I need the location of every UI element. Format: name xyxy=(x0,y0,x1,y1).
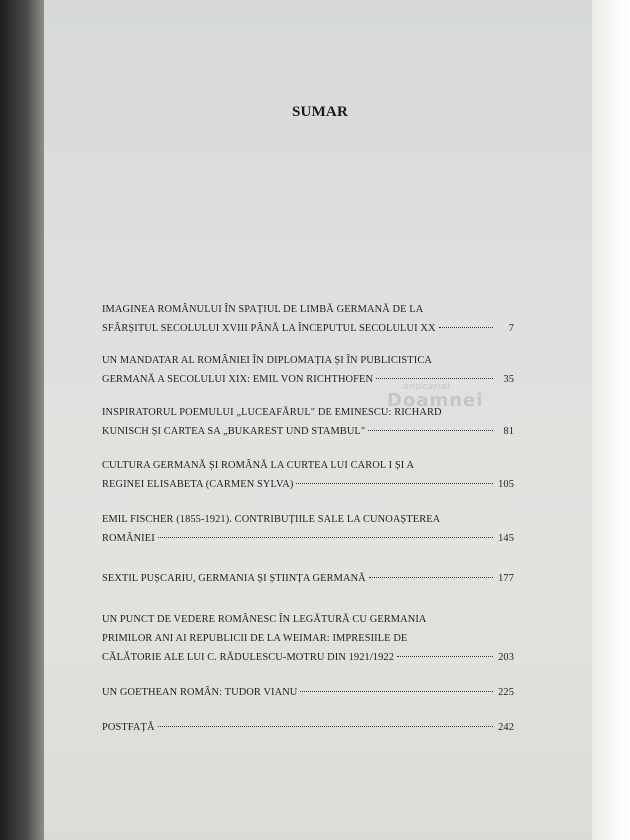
toc-entry xyxy=(102,683,514,702)
toc-entry-line: CĂLĂTORIE ALE LUI C. RĂDULESCU-MOTRU DIN 1921/1922 xyxy=(102,652,394,663)
toc-entry-line: SEXTIL PUȘCARIU, GERMANIA ȘI ȘTIINȚA GERMANĂ xyxy=(102,573,366,584)
dot-leader xyxy=(300,691,493,692)
toc-entry-line: UN GOETHEAN ROMÂN: TUDOR VIANU xyxy=(102,687,298,698)
toc-page-number: 203 xyxy=(498,652,514,663)
toc-page-number: 105 xyxy=(498,479,514,490)
watermark-tagline: anticariat xyxy=(403,382,451,392)
page-title: SUMAR xyxy=(292,104,348,120)
dot-leader xyxy=(368,430,493,431)
toc-page-number: 81 xyxy=(503,426,514,437)
toc-entry xyxy=(102,569,514,588)
toc-entry-line: UN PUNCT DE VEDERE ROMÂNESC ÎN LEGĂTURĂ CU GERMANIA xyxy=(102,614,427,625)
toc-entry xyxy=(102,610,514,667)
toc-entry xyxy=(102,300,514,338)
toc-entry-line: UN MANDATAR AL ROMÂNIEI ÎN DIPLOMAȚIA ȘI ÎN PUBLICISTICA xyxy=(102,355,432,366)
dot-leader xyxy=(369,577,493,578)
toc-entry-line: PRIMILOR ANI AI REPUBLICII DE LA WEIMAR: IMPRESIILE DE xyxy=(102,633,408,644)
toc-entry xyxy=(102,456,514,494)
toc-entry-line: CULTURA GERMANĂ ȘI ROMÂNĂ LA CURTEA LUI CAROL I ȘI A xyxy=(102,460,415,471)
toc-entry-line: POSTFAȚĂ xyxy=(102,722,155,733)
watermark-brand: Doamnei xyxy=(387,390,484,411)
dot-leader xyxy=(158,537,493,538)
dot-leader xyxy=(376,378,493,379)
toc-entry-line: SFÂRȘITUL SECOLULUI XVIII PÂNĂ LA ÎNCEPUTUL SECOLULUI XX xyxy=(102,323,436,334)
toc-page-number: 242 xyxy=(498,722,514,733)
toc-page-number: 225 xyxy=(498,687,514,698)
toc-page-number: 177 xyxy=(498,573,514,584)
dot-leader xyxy=(158,726,493,727)
toc-page-number: 35 xyxy=(503,374,514,385)
toc-page-number: 7 xyxy=(508,323,514,334)
toc-entry-line: KUNISCH ȘI CARTEA SA „BUKAREST UND STAMBUL" xyxy=(102,426,366,437)
toc-entry-line: EMIL FISCHER (1855-1921). CONTRIBUȚIILE SALE LA CUNOAȘTEREA xyxy=(102,514,441,525)
toc-page-number: 145 xyxy=(498,533,514,544)
toc-entry-line: GERMANĂ A SECOLULUI XIX: EMIL VON RICHTHOFEN xyxy=(102,374,374,385)
toc-entry-line: REGINEI ELISABETA (CARMEN SYLVA) xyxy=(102,479,294,490)
watermark-logo xyxy=(387,383,483,410)
toc-entry-line: IMAGINEA ROMÂNULUI ÎN SPAȚIUL DE LIMBĂ GERMANĂ DE LA xyxy=(102,304,424,315)
dot-leader xyxy=(439,327,493,328)
toc-entry-line: ROMÂNIEI xyxy=(102,533,155,544)
toc-entry xyxy=(102,718,514,737)
dot-leader xyxy=(397,656,493,657)
book-spine-shadow xyxy=(0,0,44,840)
page-edge xyxy=(592,0,630,840)
toc-entry xyxy=(102,510,514,548)
dot-leader xyxy=(296,483,493,484)
toc-entry-line: INSPIRATORUL POEMULUI „LUCEAFĂRUL" DE EMINESCU: RICHARD xyxy=(102,407,442,418)
